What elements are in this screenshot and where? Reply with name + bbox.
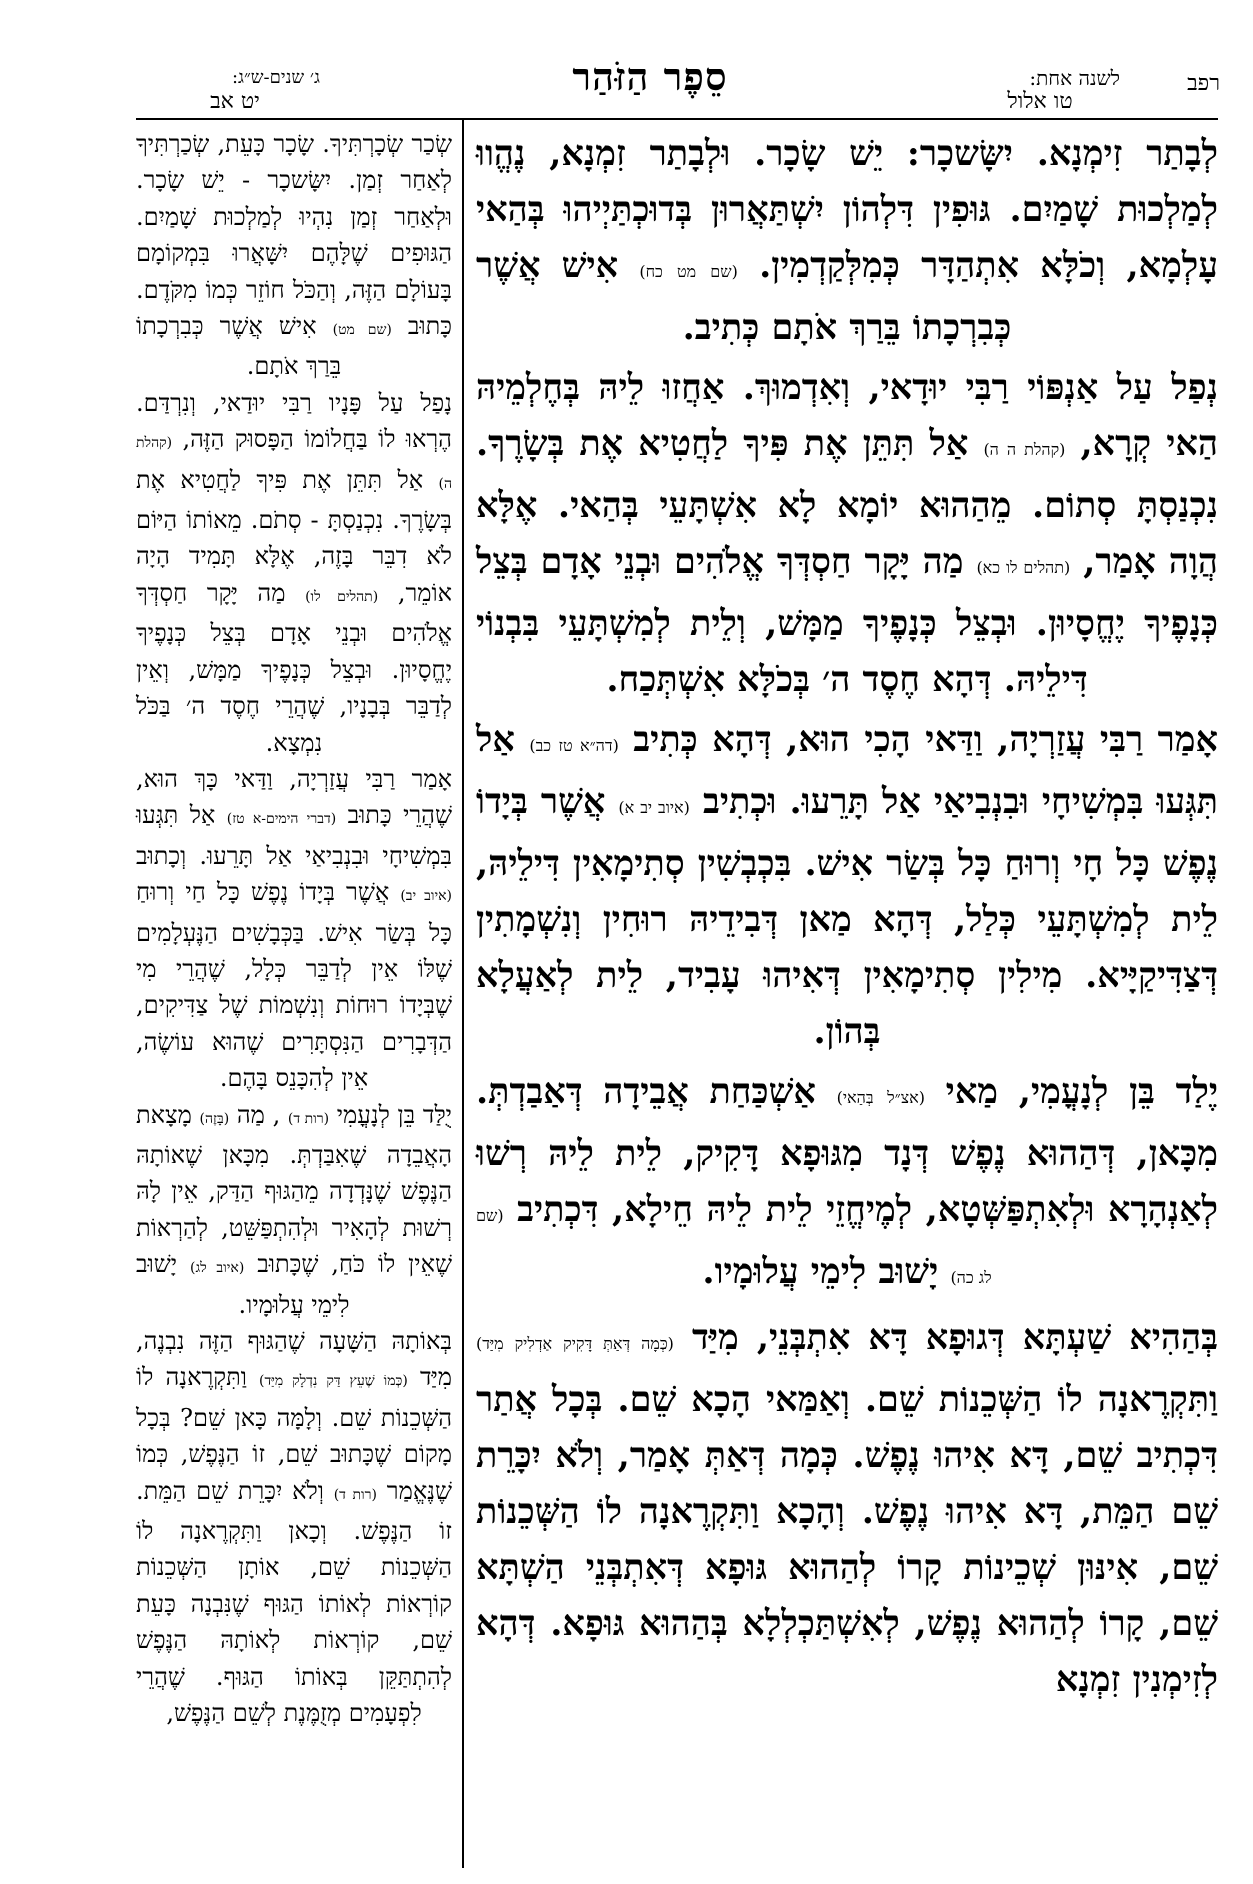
text-segment: בְּהַהִיא שַׁעְתָּא דְּגוּפָא דָּא אִתְבְּנֵי, מִיַּד: [692, 1317, 1218, 1358]
text-segment: אַשְׁכַּחַת אֲבֵידָה דְּאַבַדְתְּ. מִכָּאן, דְּהַהוּא נֶפֶשׁ דְּנָד מִגּוּפָא דָּקִיק, לֵית לֵיהּ רְשׁוּ לְאַנְהָרָא וּלְאִתְפַּשְּׁטָא, לְמֶיחֱזֵי לֵית לֵיהּ חֵילָא, דִּכְתִיב: [476, 1071, 1219, 1230]
schedule-label-one-year: לשנה אחת:: [1029, 66, 1120, 90]
text-segment: מַה יָּקָר חַסְדְּךָ אֱלֹהִים וּבְנֵי אָדָם בְּצֵל כְּנָפֶיךָ יֶחֱסָיוּן. וּבְצֵל כְּנָפֶיךָ מַמָּשׁ, וְלֵית לְמִשְׁתָּעֵי בִּבְנוֹי דִּילֵיהּ. דְּהָא חֶסֶד ה׳ בְּכֹלָּא אִשְׁתְּכַח.: [476, 541, 1218, 700]
verse-reference: (תהלים לו): [305, 588, 379, 605]
verse-reference: (איוב לג): [189, 1260, 245, 1277]
text-segment: אָמַר רַבִּי עֲזַרְיָה, וַדַּאי הָכִי הוּא, דְּהָא כְּתִיב: [633, 719, 1219, 760]
text-segment: , מַה: [236, 1100, 281, 1129]
text-segment: אֲשֶׁר בְּיָדוֹ נֶפֶשׁ כָּל חָי וְרוּחַ כָּל בְּשַׂר אִישׁ. בִּכְבְשִׁין סְתִימָאִין דִּילֵיהּ, לֵית לְמִשְׁתָּעֵי כְּלַל, דְּהָא מַאן דְּבִידֵיהּ רוּחִין וְנִשְׁמָתִין דְּצַדִּיקַיָּיא. מִילִין סְתִימָאִין דְּאִיהוּ עָבִיד, לֵית לְאַעֲלָא בְּהוֹן.: [476, 781, 1218, 1052]
verse-reference: (בָּזֶה): [199, 1110, 230, 1127]
text-segment: יֶלַד בֵּן לְנָעֳמִי, מַאי: [945, 1071, 1219, 1112]
translation-column: [136, 126, 452, 1731]
header-divider: [136, 118, 1218, 120]
text-segment: לְבָתַר זִימְנָא. יִשָּׂשכָר: יֵשׁ שָׂכָר. וּלְבָתַר זִמְנָא, נֶהֱווּ לְמַלְכוּת שָׁמַיִם. גּוּפִין דִּלְהוֹן יִשְׁתַּאֲרוּן בְּדוּכְתַּיְיהוּ בְּהַאי עָלְמָא, וְכֹלָּא אִתְהַדָּר כְּמִלְּקַדְמִין.: [476, 133, 1219, 286]
verse-reference: (איוב יב א): [618, 798, 690, 817]
aramaic-paragraph: [476, 126, 1218, 356]
verse-reference: (כְּמוֹ שֶׁעֵץ דַּק נִדְלָק מִיַּד): [259, 1373, 408, 1390]
schedule-label-three-years: ג׳ שנים-ש״ג:: [231, 67, 320, 88]
text-segment: בְּאוֹתָהּ הַשָּׁעָה שֶׁהַגּוּף הַזֶּה נִבְנֶה, מִיַּד: [136, 1327, 452, 1392]
text-segment: מַה יָּקָר חַסְדְּךָ אֱלֹהִים וּבְנֵי אָדָם בְּצֵל כְּנָפֶיךָ יֶחֱסָיוּן. וּבְצֵל כְּנָפֶיךָ מַמָּשׁ, וְאֵין לְדַבֵּר בְּבָנָיו, שֶׁהֲרֵי חֶסֶד ה׳ בַּכֹּל נִמְצָא.: [136, 578, 452, 757]
book-title: סֵפֶר הַזֹּהַר: [572, 54, 728, 99]
text-segment: אֲשֶׁר בְּיָדוֹ נֶפֶשׁ כָּל חַי וְרוּחַ כָּל בְּשַׂר אִישׁ. בַּכְּבָשִׁים הַנֶּעְלָמִים שֶׁלּוֹ אֵין לְדַבֵּר כְּלָל, שֶׁהֲרֵי מִי שֶׁבְּיָדוֹ רוּחוֹת וְנִשְׁמוֹת שֶׁל צַדִּיקִים, הַדְּבָרִים הַנִּסְתָּרִים שֶׁהוּא עוֹשֶׂה, אֵין לְהִכָּנֵס בָּהֶם.: [136, 878, 452, 1093]
text-segment: אַל תִּתֵּן אֶת פִּיךָ לַחֲטִיא אֶת בְּשָׂרֶךָ. נִכְנַסְתָּ - סְתֹם. מֵאוֹתוֹ הַיּוֹם לֹא דִבֵּר בָּזֶה, אֶלָּא תָּמִיד הָיָה אוֹמֵר,: [136, 465, 453, 607]
schedule-date-three-years: יט אב: [210, 89, 260, 114]
study-schedule-one-year: [960, 66, 1120, 114]
verse-reference: (שם מט כח): [639, 262, 738, 281]
text-segment: נְפַל עַל אַנְפּוֹי רַבִּי יוּדָאי, וְאִדְמוּךְ. אַחֲזוּ לֵיהּ בְּחֶלְמֵיהּ הַאי קְרָא,: [476, 367, 1218, 464]
text-segment: נָפַל עַל פָּנָיו רַבִּי יוּדַאי, וְנִרְדַּם. הֶרְאוּ לוֹ בַּחֲלוֹמוֹ הַפָּסוּק הַזֶּה,: [136, 388, 452, 454]
column-divider: [462, 118, 464, 1868]
text-segment: אָמַר רַבִּי עֲזַרְיָה, וַדַּאי כָּךְ הוּא, שֶׁהֲרֵי כָּתוּב: [136, 764, 452, 830]
text-segment: אִישׁ אֲשֶׁר כְּבִרְכָתוֹ בֵּרַךְ אֹתָם כְּתִיב.: [476, 245, 1012, 348]
text-segment: אַל תִּתֵּן אֶת פִּיךָ לַחֲטִיא אֶת בְּשָׂרֶךָ. נִכְנַסְתָּ סְתוֹם. מֵהַהוּא יוֹמָא לָא אִשְׁתָּעֵי בְּהַאי. אֶלָּא הֲוָה אָמַר,: [476, 423, 1219, 582]
verse-reference: (רות ד): [333, 1486, 377, 1503]
verse-reference: (דה״א טז כב): [529, 736, 619, 755]
text-segment: מָצָאת הָאֲבֵדָה שֶׁאִבַּדְתְּ. מִכָּאן שֶׁאוֹתָהּ הַנֶּפֶשׁ שֶׁנָּדְדָה מֵהַגּוּף הַדַּק, אֵין לָהּ רְשׁוּת לְהָאִיר וּלְהִתְפַּשֵּׁט, לְהַרְאוֹת שֶׁאֵין לוֹ כֹּחַ, שֶׁכָּתוּב: [136, 1100, 452, 1279]
verse-reference: (איוב יב): [400, 888, 452, 905]
verse-reference: (קהלת ה): [136, 435, 452, 492]
schedule-date-one-year: טו אלול: [1007, 89, 1073, 114]
hebrew-translation-paragraph: [136, 126, 452, 385]
text-segment: וַתִּקְרֶאנָה לוֹ הַשְּׁכֵנוֹת שֵׁם. וְלָמָּה כָּאן שֵׁם? בְּכָל מָקוֹם שֶׁכָּתוּב שֵׁם, זוֹ הַנֶּפֶשׁ, כְּמוֹ שֶׁנֶּאֱמַר: [136, 1363, 453, 1505]
hebrew-translation-paragraph: [136, 761, 452, 1097]
text-segment: שְׂכַר שְׂכָרְתִּיךָ. שָׂכָר כָּעֵת, שְׂכַרְתִּיךָ לְאַחַר זְמַן. יִשָּׂשכָר - יֵשׁ שָׂכָר. וּלְאַחַר זְמַן נִהְיוּ לְמַלְכוּת שָׁמַיִם. הַגּוּפִים שֶׁלָּהֶם יִשָּׁאֲרוּ בִּמְקוֹמָם בָּעוֹלָם הַזֶּה, וְהַכֹּל חוֹזֵר כְּמוֹ מִקֹּדֶם. כָּתוּב: [136, 130, 452, 341]
text-segment: יָשׁוּב לִימֵי עֲלוּמָיו.: [702, 1251, 939, 1292]
hebrew-translation-paragraph: [136, 1323, 452, 1731]
aramaic-paragraph: [476, 360, 1218, 708]
verse-reference: (שם מט): [332, 322, 392, 339]
aramaic-paragraph: [476, 1064, 1218, 1306]
text-segment: אַל תִּגְּעוּ בִּמְשִׁיחָי וּבִנְבִיאַי אַל תָּרֵעוּ. וּכְתִיב: [476, 719, 1219, 822]
text-segment: אִישׁ אֲשֶׁר כְּבִרְכָתוֹ בֵּרַךְ אֹתָם.: [136, 312, 342, 381]
hebrew-translation-paragraph: [136, 1097, 452, 1323]
verse-reference: (אצ״ל בְּהַאי): [836, 1088, 925, 1107]
verse-reference: (שם לג כה): [476, 1206, 992, 1287]
aramaic-paragraph: [476, 1310, 1218, 1708]
main-text-column: [476, 126, 1218, 1712]
verse-reference: (קהלת ה ה): [983, 440, 1066, 459]
text-segment: אַל תִּגְּעוּ בִּמְשִׁיחָי וּבִנְבִיאַי אַל תָּרֵעוּ. וְכָתוּב: [136, 801, 452, 870]
verse-reference: (דברי הימים-א טז): [226, 811, 337, 828]
text-segment: וְלֹא יִכָּרֵת שֵׁם הַמֵּת. זוֹ הַנֶּפֶשׁ. וְכָאן וַתִּקְרֶאנָה לוֹ הַשְּׁכֵנוֹת שֵׁם, אוֹתָן הַשְּׁכֵנוֹת קוֹרְאוֹת לְאוֹתוֹ הַגּוּף שֶׁנִּבְנָה כָּעֵת שֵׁם, קוֹרְאוֹת לְאוֹתָהּ הַנֶּפֶשׁ לְהִתְתַּקֵּן בְּאוֹתוֹ הַגּוּף. שֶׁהֲרֵי לִפְעָמִים מְזֻמֶּנֶת לְשֵׁם הַנֶּפֶשׁ,: [136, 1476, 452, 1728]
hebrew-translation-paragraph: [136, 385, 452, 761]
verse-reference: (כְּמָה דְּאַתְּ דָּקִיק אַדְלִיק מִיַּד): [476, 1334, 674, 1353]
aramaic-paragraph: [476, 712, 1218, 1060]
text-segment: יֻלַּד בֵּן לְנָעֳמִי: [336, 1100, 452, 1129]
text-segment: וַתִּקְרֶאנָה לוֹ הַשְּׁכֵנוֹת שֵׁם. וְאַמַּאי הָכָא שֵׁם. בְּכָל אֲתַר דִּכְתִיב שֵׁם, דָּא אִיהוּ נֶפֶשׁ. כְּמָה דְּאַתְּ אָמַר, וְלֹא יִכָּרֵת שֵׁם הַמֵּת, דָּא אִיהוּ נֶפֶשׁ. וְהָכָא וַתִּקְרֶאנָה לוֹ הַשְּׁכֵנוֹת שֵׁם, אִינּוּן שְׁכֵינוֹת קָרוֹ לְהַהוּא גּוּפָא דְּאִתְבְּנֵי הַשְׁתָּא שֵׁם, קָרוֹ לְהַהוּא נֶפֶשׁ, לְאִשְׁתַּכְלְלָא בְּהַהוּא גּוּפָא. דְּהָא לְזִימְנִין זִמְנָא: [476, 1379, 1218, 1700]
text-segment: יָשׁוּב לִימֵי עֲלוּמָיו.: [136, 1250, 350, 1319]
study-schedule-three-years: [150, 66, 320, 114]
verse-reference: (תהלים לו כא): [976, 558, 1071, 577]
verse-reference: (רות ד): [287, 1110, 330, 1127]
page-number: רפב: [1187, 71, 1220, 96]
